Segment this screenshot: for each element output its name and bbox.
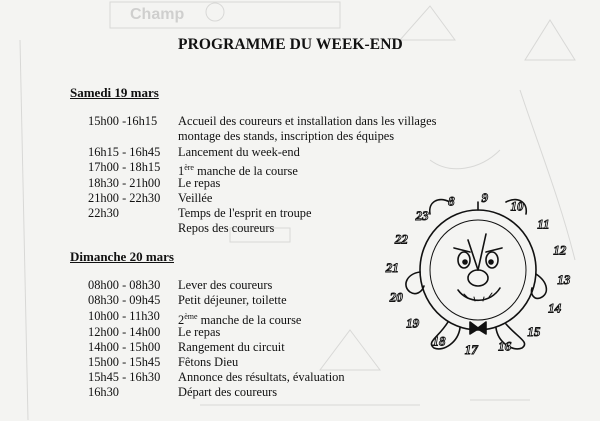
- ordinal-number: 2: [178, 313, 185, 327]
- clock-number: 14: [548, 300, 562, 316]
- ordinal-number: 1: [178, 164, 185, 178]
- alarm-clock-illustration: [378, 182, 578, 362]
- schedule-activity: Lancement du week-end: [178, 145, 300, 159]
- ordinal-suffix: ère: [184, 163, 194, 172]
- clock-number: 19: [406, 315, 420, 331]
- clock-number: 13: [557, 272, 571, 287]
- clock-number: 21: [385, 260, 399, 275]
- clock-number: 23: [415, 208, 429, 224]
- schedule-time: 22h30: [88, 206, 119, 220]
- schedule-activity: montage des stands, inscription des équipes: [178, 129, 395, 143]
- clock-hand: [478, 234, 486, 270]
- schedule-time: 16h30: [88, 385, 119, 399]
- schedule-activity: Repos des coureurs: [178, 221, 275, 235]
- clock-number: 8: [448, 193, 455, 209]
- clock-pupil: [463, 260, 467, 264]
- clock-nose: [468, 270, 488, 286]
- background-word: Champ: [130, 6, 185, 23]
- schedule-time: 21h00 - 22h30: [88, 191, 161, 205]
- schedule-time: 15h00 - 15h45: [88, 355, 161, 369]
- schedule-activity: Accueil des coureurs et installation dans les villages: [178, 114, 437, 128]
- clock-eyebrow: [486, 248, 502, 252]
- schedule-activity: Fêtons Dieu: [178, 355, 239, 369]
- page-title: PROGRAMME DU WEEK-END: [178, 36, 403, 53]
- day-heading-saturday: Samedi 19 mars: [70, 85, 159, 100]
- clock-number: 20: [389, 289, 403, 305]
- schedule-time: 08h00 - 08h30: [88, 278, 161, 292]
- clock-bow-tie: [470, 322, 486, 334]
- clock-number: 17: [464, 341, 478, 357]
- schedule-activity: Rangement du circuit: [178, 340, 285, 354]
- schedule-time: 12h00 - 14h00: [88, 325, 161, 339]
- clock-number: 9: [481, 190, 488, 206]
- clock-eyebrow: [454, 248, 470, 252]
- schedule-activity: Petit déjeuner, toilette: [178, 293, 287, 307]
- clock-number: 15: [527, 323, 541, 339]
- ordinal-suffix: ème: [184, 312, 198, 321]
- schedule-time: 14h00 - 15h00: [88, 340, 161, 354]
- clock-number: 11: [537, 216, 550, 232]
- activity-text: manche de la course: [197, 313, 302, 327]
- schedule-time: 15h00 -16h15: [88, 114, 158, 128]
- clock-number: 16: [498, 338, 512, 354]
- clock-number: 18: [432, 333, 446, 349]
- clock-bell-left: [430, 200, 450, 214]
- clock-number: 12: [553, 242, 567, 258]
- schedule-activity: Le repas: [178, 325, 221, 339]
- activity-text: manche de la course: [193, 164, 298, 178]
- schedule-time: 10h00 - 11h30: [88, 309, 160, 323]
- schedule-activity: Veillée: [178, 191, 213, 205]
- schedule-activity: Lever des coureurs: [178, 278, 273, 292]
- schedule-activity: Annonce des résultats, évaluation: [178, 370, 345, 384]
- schedule-time: 18h30 - 21h00: [88, 176, 161, 190]
- schedule-time: 15h45 - 16h30: [88, 370, 161, 384]
- schedule-activity: Départ des coureurs: [178, 385, 278, 399]
- schedule-time: 16h15 - 16h45: [88, 145, 161, 159]
- clock-number: 22: [394, 231, 408, 247]
- schedule-activity: Temps de l'esprit en troupe: [178, 206, 312, 220]
- schedule-activity: Le repas: [178, 176, 221, 190]
- schedule-time: 17h00 - 18h15: [88, 160, 161, 174]
- schedule-time: 08h30 - 09h45: [88, 293, 161, 307]
- clock-pupil: [489, 260, 493, 264]
- day-heading-sunday: Dimanche 20 mars: [70, 249, 174, 264]
- clock-number: 10: [510, 198, 524, 214]
